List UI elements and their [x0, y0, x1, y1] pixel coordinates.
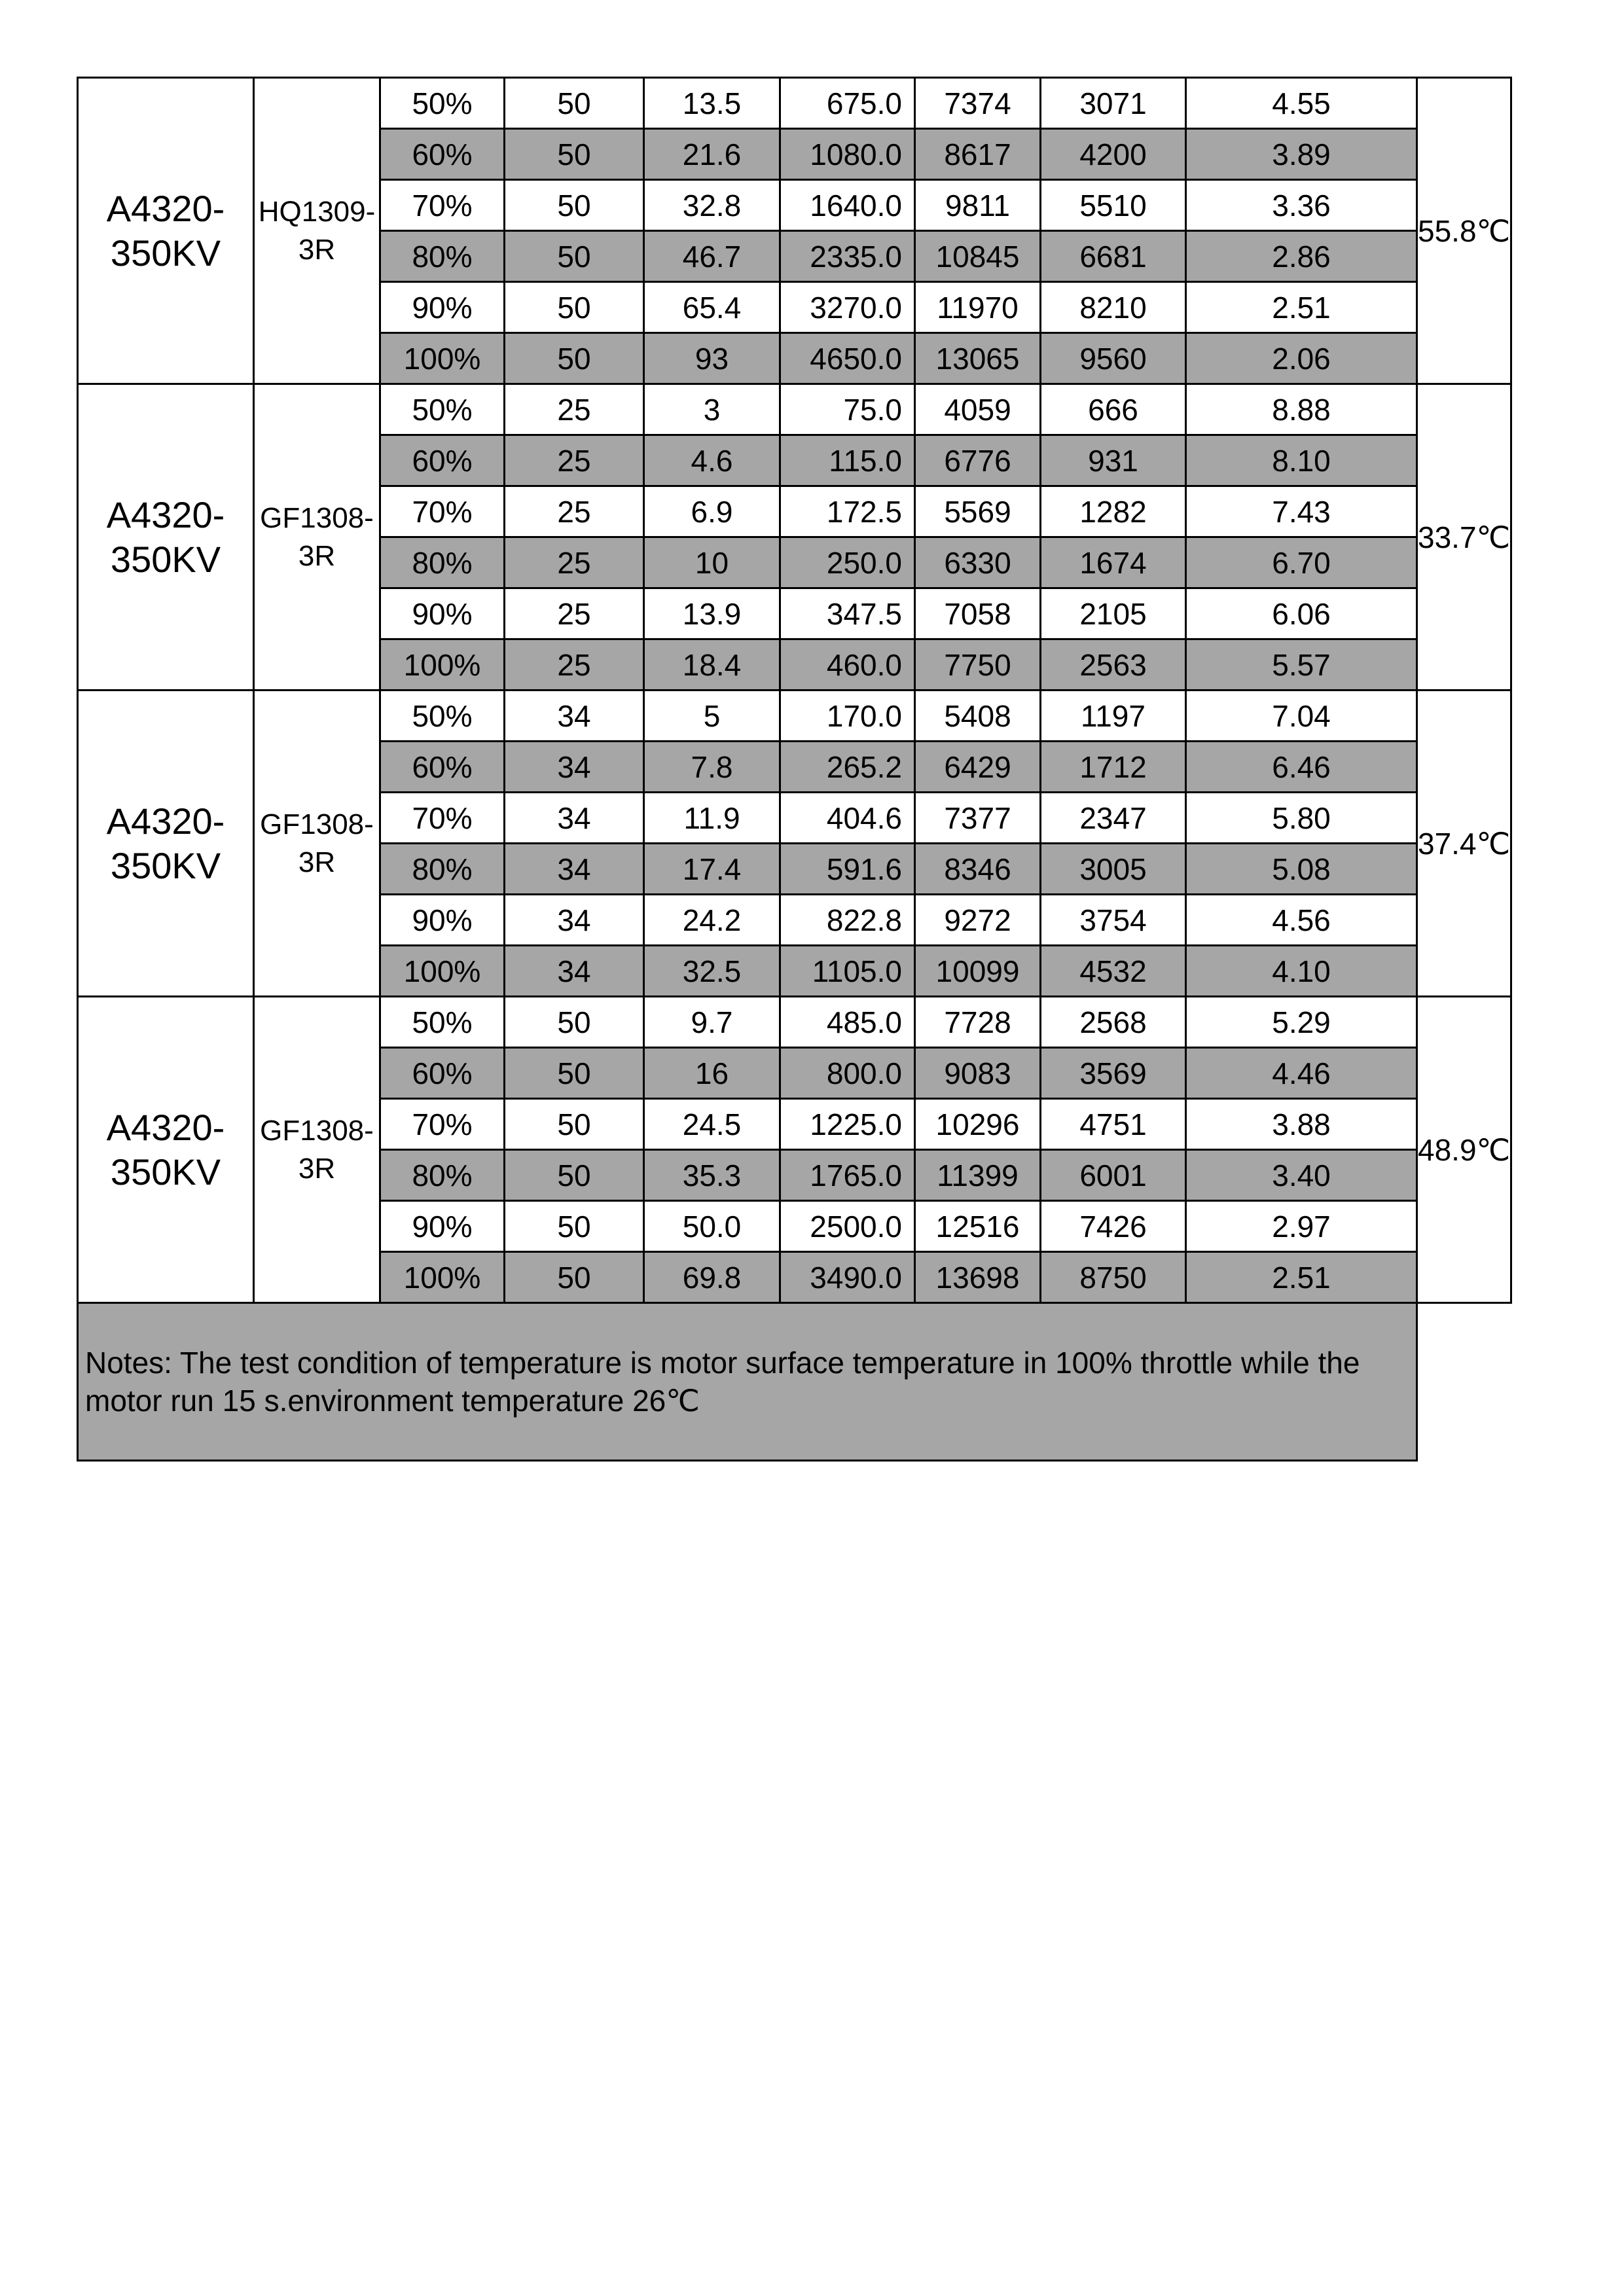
- current-cell: 9.7: [644, 997, 780, 1048]
- power-cell: 170.0: [780, 691, 915, 742]
- throttle-cell: 90%: [380, 282, 505, 333]
- voltage-cell: 50: [505, 78, 644, 129]
- current-cell: 18.4: [644, 639, 780, 691]
- current-cell: 16: [644, 1048, 780, 1099]
- temperature-cell: 37.4℃: [1417, 691, 1511, 997]
- efficiency-cell: 3.36: [1186, 180, 1417, 231]
- power-cell: 3270.0: [780, 282, 915, 333]
- rpm-cell: 12516: [915, 1201, 1041, 1252]
- efficiency-cell: 6.06: [1186, 588, 1417, 639]
- power-cell: 3490.0: [780, 1252, 915, 1303]
- thrust-cell: 3005: [1041, 844, 1186, 895]
- efficiency-cell: 5.08: [1186, 844, 1417, 895]
- rpm-cell: 6776: [915, 435, 1041, 486]
- throttle-cell: 50%: [380, 78, 505, 129]
- thrust-cell: 8750: [1041, 1252, 1186, 1303]
- throttle-cell: 80%: [380, 231, 505, 282]
- thrust-cell: 6681: [1041, 231, 1186, 282]
- efficiency-cell: 4.56: [1186, 895, 1417, 946]
- throttle-cell: 90%: [380, 588, 505, 639]
- voltage-cell: 50: [505, 1252, 644, 1303]
- thrust-cell: 931: [1041, 435, 1186, 486]
- current-cell: 4.6: [644, 435, 780, 486]
- power-cell: 1765.0: [780, 1150, 915, 1201]
- efficiency-cell: 4.46: [1186, 1048, 1417, 1099]
- voltage-cell: 34: [505, 844, 644, 895]
- throttle-cell: 60%: [380, 1048, 505, 1099]
- power-cell: 2500.0: [780, 1201, 915, 1252]
- power-cell: 404.6: [780, 793, 915, 844]
- efficiency-cell: 2.51: [1186, 1252, 1417, 1303]
- throttle-cell: 60%: [380, 435, 505, 486]
- efficiency-cell: 2.86: [1186, 231, 1417, 282]
- voltage-cell: 50: [505, 129, 644, 180]
- rpm-cell: 9272: [915, 895, 1041, 946]
- efficiency-cell: 7.04: [1186, 691, 1417, 742]
- voltage-cell: 50: [505, 1201, 644, 1252]
- current-cell: 69.8: [644, 1252, 780, 1303]
- efficiency-cell: 6.70: [1186, 537, 1417, 588]
- throttle-cell: 50%: [380, 691, 505, 742]
- rpm-cell: 8346: [915, 844, 1041, 895]
- power-cell: 75.0: [780, 384, 915, 435]
- rpm-cell: 7377: [915, 793, 1041, 844]
- rpm-cell: 9811: [915, 180, 1041, 231]
- temperature-cell: 48.9℃: [1417, 997, 1511, 1303]
- rpm-cell: 11970: [915, 282, 1041, 333]
- thrust-cell: 6001: [1041, 1150, 1186, 1201]
- table-row: [78, 78, 1511, 129]
- power-cell: 172.5: [780, 486, 915, 537]
- voltage-cell: 50: [505, 997, 644, 1048]
- rpm-cell: 10099: [915, 946, 1041, 997]
- throttle-cell: 100%: [380, 333, 505, 384]
- rpm-cell: 5569: [915, 486, 1041, 537]
- propeller-cell: GF1308-3R: [254, 691, 380, 997]
- rpm-cell: 6330: [915, 537, 1041, 588]
- notes-row: [78, 1303, 1511, 1461]
- table-row: [78, 691, 1511, 742]
- efficiency-cell: 8.88: [1186, 384, 1417, 435]
- throttle-cell: 70%: [380, 1099, 505, 1150]
- throttle-cell: 70%: [380, 180, 505, 231]
- efficiency-cell: 5.80: [1186, 793, 1417, 844]
- thrust-cell: 4751: [1041, 1099, 1186, 1150]
- current-cell: 10: [644, 537, 780, 588]
- efficiency-cell: 2.06: [1186, 333, 1417, 384]
- throttle-cell: 100%: [380, 1252, 505, 1303]
- propeller-cell: GF1308-3R: [254, 997, 380, 1303]
- thrust-cell: 4200: [1041, 129, 1186, 180]
- voltage-cell: 25: [505, 639, 644, 691]
- throttle-cell: 60%: [380, 129, 505, 180]
- voltage-cell: 34: [505, 793, 644, 844]
- throttle-cell: 80%: [380, 537, 505, 588]
- table-row: [78, 384, 1511, 435]
- thrust-cell: 7426: [1041, 1201, 1186, 1252]
- efficiency-cell: 3.88: [1186, 1099, 1417, 1150]
- voltage-cell: 34: [505, 946, 644, 997]
- motor-model-cell: A4320-350KV: [78, 997, 254, 1303]
- thrust-cell: 3071: [1041, 78, 1186, 129]
- power-cell: 485.0: [780, 997, 915, 1048]
- throttle-cell: 50%: [380, 384, 505, 435]
- efficiency-cell: 7.43: [1186, 486, 1417, 537]
- current-cell: 35.3: [644, 1150, 780, 1201]
- current-cell: 7.8: [644, 742, 780, 793]
- voltage-cell: 25: [505, 588, 644, 639]
- rpm-cell: 10845: [915, 231, 1041, 282]
- voltage-cell: 50: [505, 180, 644, 231]
- throttle-cell: 50%: [380, 997, 505, 1048]
- current-cell: 3: [644, 384, 780, 435]
- rpm-cell: 7058: [915, 588, 1041, 639]
- rpm-cell: 7374: [915, 78, 1041, 129]
- temperature-cell: 33.7℃: [1417, 384, 1511, 691]
- motor-model-cell: A4320-350KV: [78, 78, 254, 384]
- power-cell: 591.6: [780, 844, 915, 895]
- throttle-cell: 100%: [380, 639, 505, 691]
- efficiency-cell: 4.10: [1186, 946, 1417, 997]
- thrust-cell: 1712: [1041, 742, 1186, 793]
- rpm-cell: 4059: [915, 384, 1041, 435]
- throttle-cell: 70%: [380, 486, 505, 537]
- throttle-cell: 70%: [380, 793, 505, 844]
- efficiency-cell: 4.55: [1186, 78, 1417, 129]
- motor-model-cell: A4320-350KV: [78, 691, 254, 997]
- voltage-cell: 25: [505, 537, 644, 588]
- current-cell: 6.9: [644, 486, 780, 537]
- thrust-cell: 2568: [1041, 997, 1186, 1048]
- power-cell: 460.0: [780, 639, 915, 691]
- current-cell: 32.8: [644, 180, 780, 231]
- propeller-cell: GF1308-3R: [254, 384, 380, 691]
- power-cell: 800.0: [780, 1048, 915, 1099]
- rpm-cell: 11399: [915, 1150, 1041, 1201]
- power-cell: 822.8: [780, 895, 915, 946]
- power-cell: 115.0: [780, 435, 915, 486]
- thrust-cell: 1674: [1041, 537, 1186, 588]
- throttle-cell: 90%: [380, 895, 505, 946]
- propeller-cell: HQ1309-3R: [254, 78, 380, 384]
- rpm-cell: 7750: [915, 639, 1041, 691]
- rpm-cell: 7728: [915, 997, 1041, 1048]
- power-cell: 250.0: [780, 537, 915, 588]
- efficiency-cell: 8.10: [1186, 435, 1417, 486]
- rpm-cell: 9083: [915, 1048, 1041, 1099]
- voltage-cell: 34: [505, 691, 644, 742]
- motor-model-cell: A4320-350KV: [78, 384, 254, 691]
- throttle-cell: 80%: [380, 844, 505, 895]
- current-cell: 13.9: [644, 588, 780, 639]
- thrust-cell: 1282: [1041, 486, 1186, 537]
- thrust-cell: 9560: [1041, 333, 1186, 384]
- power-cell: 1080.0: [780, 129, 915, 180]
- power-cell: 1105.0: [780, 946, 915, 997]
- rpm-cell: 8617: [915, 129, 1041, 180]
- thrust-cell: 1197: [1041, 691, 1186, 742]
- current-cell: 50.0: [644, 1201, 780, 1252]
- thrust-cell: 2347: [1041, 793, 1186, 844]
- current-cell: 21.6: [644, 129, 780, 180]
- power-cell: 675.0: [780, 78, 915, 129]
- current-cell: 32.5: [644, 946, 780, 997]
- efficiency-cell: 5.57: [1186, 639, 1417, 691]
- power-cell: 1640.0: [780, 180, 915, 231]
- voltage-cell: 34: [505, 742, 644, 793]
- power-cell: 1225.0: [780, 1099, 915, 1150]
- thrust-cell: 2563: [1041, 639, 1186, 691]
- power-cell: 2335.0: [780, 231, 915, 282]
- rpm-cell: 13698: [915, 1252, 1041, 1303]
- voltage-cell: 50: [505, 231, 644, 282]
- voltage-cell: 25: [505, 384, 644, 435]
- thrust-cell: 5510: [1041, 180, 1186, 231]
- power-cell: 265.2: [780, 742, 915, 793]
- voltage-cell: 34: [505, 895, 644, 946]
- current-cell: 46.7: [644, 231, 780, 282]
- efficiency-cell: 3.89: [1186, 129, 1417, 180]
- power-cell: 4650.0: [780, 333, 915, 384]
- power-cell: 347.5: [780, 588, 915, 639]
- current-cell: 93: [644, 333, 780, 384]
- efficiency-cell: 2.97: [1186, 1201, 1417, 1252]
- efficiency-cell: 2.51: [1186, 282, 1417, 333]
- throttle-cell: 60%: [380, 742, 505, 793]
- efficiency-cell: 3.40: [1186, 1150, 1417, 1201]
- voltage-cell: 25: [505, 486, 644, 537]
- notes-text: Notes: The test condition of temperature is motor surface temperature in 100% throttle while the motor run 15 s.environment temperature 26℃: [78, 1303, 1417, 1461]
- thrust-cell: 666: [1041, 384, 1186, 435]
- voltage-cell: 50: [505, 1099, 644, 1150]
- rpm-cell: 10296: [915, 1099, 1041, 1150]
- current-cell: 17.4: [644, 844, 780, 895]
- voltage-cell: 50: [505, 282, 644, 333]
- voltage-cell: 50: [505, 333, 644, 384]
- temperature-cell: 55.8℃: [1417, 78, 1511, 384]
- current-cell: 24.5: [644, 1099, 780, 1150]
- voltage-cell: 50: [505, 1048, 644, 1099]
- current-cell: 11.9: [644, 793, 780, 844]
- current-cell: 13.5: [644, 78, 780, 129]
- table-row: [78, 997, 1511, 1048]
- motor-test-table: [77, 77, 1512, 1462]
- current-cell: 24.2: [644, 895, 780, 946]
- throttle-cell: 100%: [380, 946, 505, 997]
- throttle-cell: 90%: [380, 1201, 505, 1252]
- thrust-cell: 3754: [1041, 895, 1186, 946]
- rpm-cell: 6429: [915, 742, 1041, 793]
- current-cell: 65.4: [644, 282, 780, 333]
- throttle-cell: 80%: [380, 1150, 505, 1201]
- current-cell: 5: [644, 691, 780, 742]
- efficiency-cell: 6.46: [1186, 742, 1417, 793]
- voltage-cell: 25: [505, 435, 644, 486]
- rpm-cell: 5408: [915, 691, 1041, 742]
- thrust-cell: 3569: [1041, 1048, 1186, 1099]
- thrust-cell: 8210: [1041, 282, 1186, 333]
- voltage-cell: 50: [505, 1150, 644, 1201]
- thrust-cell: 2105: [1041, 588, 1186, 639]
- efficiency-cell: 5.29: [1186, 997, 1417, 1048]
- rpm-cell: 13065: [915, 333, 1041, 384]
- thrust-cell: 4532: [1041, 946, 1186, 997]
